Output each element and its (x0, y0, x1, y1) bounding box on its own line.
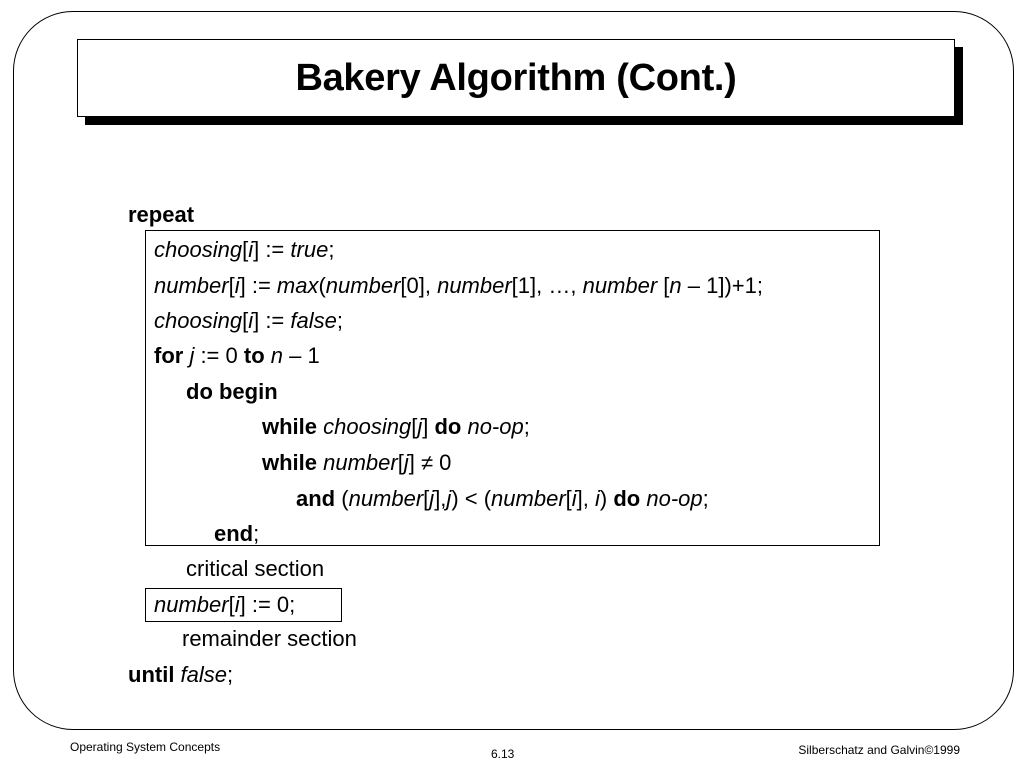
footer-copyright: Silberschatz and Galvin©1999 (798, 743, 960, 757)
code-line-critical-section (186, 556, 324, 582)
code-token: choosing (317, 414, 412, 439)
code-token: choosing (154, 308, 243, 333)
code-token: ; (328, 237, 335, 262)
code-token: j (446, 486, 452, 511)
code-token: number (491, 486, 566, 511)
code-token: ( (318, 273, 326, 298)
code-line-7 (262, 450, 451, 476)
code-token: [ (565, 486, 572, 511)
critical-section-label: critical section (186, 556, 325, 581)
code-line-1 (154, 237, 334, 263)
code-token: number (437, 273, 512, 298)
code-token: ; (336, 308, 343, 333)
code-token: false (174, 662, 228, 687)
code-token: [0], (400, 273, 438, 298)
code-token: number (325, 273, 401, 298)
code-token: ] ≠ 0 (408, 450, 452, 475)
code-token: ) < ( (451, 486, 492, 511)
code-line-remainder-section (182, 626, 357, 652)
code-line-reset (154, 592, 295, 618)
code-token: – 1])+1; (681, 273, 764, 298)
code-token: max (276, 273, 319, 298)
code-token: i (234, 592, 240, 617)
footer-course-name: Operating System Concepts (70, 740, 221, 754)
code-token: ; (702, 486, 709, 511)
code-token: [ (411, 414, 418, 439)
keyword-end: end (214, 521, 254, 546)
footer-page-number: 6.13 (491, 747, 515, 761)
keyword-and: and (296, 486, 336, 511)
code-token: [ (242, 237, 249, 262)
code-token: [ (228, 273, 235, 298)
code-token: [ (397, 450, 404, 475)
code-line-4 (154, 343, 320, 369)
code-token: j (417, 414, 423, 439)
code-line-until (128, 662, 233, 688)
code-token: n (264, 343, 283, 368)
code-line-9 (214, 521, 259, 547)
code-token: [1], …, (511, 273, 583, 298)
code-token: i (248, 237, 254, 262)
keyword-do-begin: do begin (186, 379, 278, 404)
keyword-repeat: repeat (128, 202, 195, 227)
code-token: [ (242, 308, 249, 333)
code-token: ; (227, 662, 234, 687)
code-token: ; (253, 521, 260, 546)
code-token: j (429, 486, 435, 511)
keyword-while: while (262, 414, 318, 439)
code-token: [ (657, 273, 670, 298)
code-token: ( (335, 486, 349, 511)
code-token: choosing (154, 237, 243, 262)
code-token: j (183, 343, 195, 368)
code-token: – 1 (283, 343, 320, 368)
code-token: number (154, 592, 229, 617)
keyword-until: until (128, 662, 175, 687)
code-token: ; (523, 414, 530, 439)
code-token: no-op (640, 486, 703, 511)
keyword-while: while (262, 450, 318, 475)
code-token: j (403, 450, 409, 475)
remainder-section-label: remainder section (182, 626, 357, 651)
code-token: ] (422, 414, 435, 439)
code-token: ] := (253, 308, 291, 333)
code-token: true (290, 237, 329, 262)
code-token: i (248, 308, 254, 333)
code-token: n (669, 273, 682, 298)
keyword-for: for (154, 343, 184, 368)
code-line-8 (296, 486, 709, 512)
code-token: false (290, 308, 337, 333)
code-token: i (595, 486, 600, 511)
code-token: no-op (461, 414, 524, 439)
slide-title: Bakery Algorithm (Cont.) (295, 56, 737, 99)
code-token: ) (599, 486, 614, 511)
code-token: i (571, 486, 577, 511)
code-token: number (348, 486, 424, 511)
code-line-3 (154, 308, 343, 334)
code-token: ] := (239, 273, 277, 298)
keyword-to: to (243, 343, 265, 368)
code-token: number (317, 450, 398, 475)
code-line-6 (262, 414, 530, 440)
code-token: i (234, 273, 240, 298)
code-token: [ (423, 486, 430, 511)
code-token: number (154, 273, 229, 298)
code-token: := 0 (194, 343, 244, 368)
code-line-5 (186, 379, 278, 405)
code-token: number (582, 273, 658, 298)
code-token: [ (228, 592, 235, 617)
code-token: ], (576, 486, 595, 511)
keyword-do: do (434, 414, 462, 439)
keyword-do: do (613, 486, 641, 511)
code-token: ] := (253, 237, 291, 262)
code-line-repeat (128, 202, 194, 228)
code-token: ], (434, 486, 447, 511)
title-box (77, 39, 955, 117)
code-token: ] := 0; (239, 592, 296, 617)
code-line-2 (154, 273, 763, 299)
